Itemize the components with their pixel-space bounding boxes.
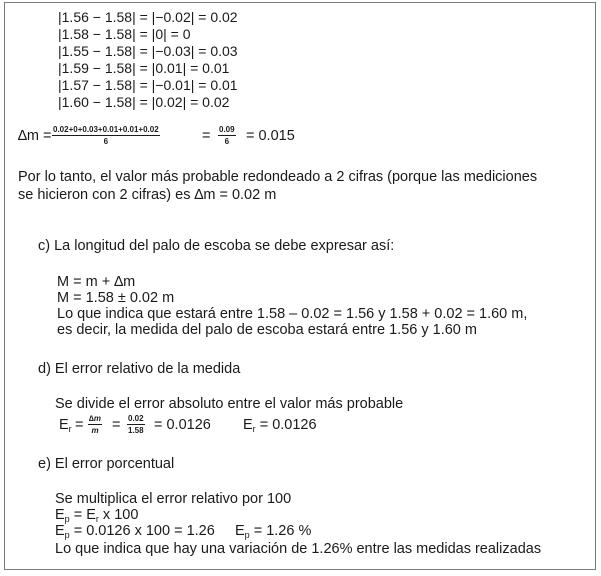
fraction-numerator: 0.02 <box>128 414 144 423</box>
section-c-heading: c) La longitud del palo de escoba se debe expresar así: <box>38 238 395 254</box>
abs-value-line: |1.55 − 1.58| = |−0.03| = 0.03 <box>58 43 238 59</box>
section-e-line-1: Se multiplica el error relativo por 100 <box>55 491 292 507</box>
section-c-line-4: es decir, la medida del palo de escoba estará entre 1.56 y 1.60 m <box>57 322 477 338</box>
fraction-denominator: 1.58 <box>128 426 144 435</box>
section-e-line-2: $E_p = E_r$ x 100 <box>55 507 139 524</box>
section-c-line-2: M = 1.58 ± 0.02 m <box>57 290 175 306</box>
abs-value-line: |1.58 − 1.58| = |0| = 0 <box>58 26 191 42</box>
fraction-denominator: 6 <box>103 137 109 146</box>
fraction-numerator: 0.02+0+0.03+0.01+0.01+0.02 <box>53 125 159 134</box>
delta-m-result-fraction <box>218 125 236 146</box>
percent-error-summary: $E_p = 1.26$ % <box>235 523 312 540</box>
section-e-line-4: Lo que indica que hay una variación de 1.26% entre las medidas realizadas <box>55 541 542 557</box>
fraction-denominator: m <box>91 426 99 435</box>
relative-error-summary: $E_r = 0.0126$ <box>243 417 317 434</box>
section-e-heading: e) El error porcentual <box>38 456 175 472</box>
relative-error-symbol: $E_r$ <box>59 417 72 434</box>
fraction-numerator: ∆m <box>89 414 102 423</box>
conclusion-line-2: se hicieron con 2 cifras) es ∆m = 0.02 m <box>18 187 277 203</box>
section-c-line-3: Lo que indica que estará entre 1.58 – 0.02 = 1.56 y 1.58 + 0.02 = 1.60 m, <box>57 306 528 322</box>
fraction-numerator: 0.09 <box>219 125 235 134</box>
delta-m-sum-fraction <box>52 125 160 146</box>
section-e-line-3: $E_p = 0.0126$ x 100 = 1.26 <box>55 523 215 540</box>
section-d-line-1: Se divide el error absoluto entre el valor más probable <box>55 396 404 412</box>
conclusion-line-1: Por lo tanto, el valor más probable redondeado a 2 cifras (porque las mediciones <box>18 169 538 185</box>
equals-sign: = <box>112 417 121 433</box>
delta-m-over-m-fraction <box>88 414 102 435</box>
abs-value-line: |1.60 − 1.58| = |0.02| = 0.02 <box>58 94 230 110</box>
equals-sign: = <box>202 128 211 144</box>
delta-m-lhs: ∆m = <box>18 128 52 144</box>
value-fraction <box>127 414 145 435</box>
fraction-denominator: 6 <box>224 137 230 146</box>
equals-sign: = <box>75 417 84 433</box>
delta-m-result: = 0.015 <box>246 128 295 144</box>
abs-value-line: |1.57 − 1.58| = |−0.01| = 0.01 <box>58 77 238 93</box>
abs-value-line: |1.56 − 1.58| = |−0.02| = 0.02 <box>58 9 238 25</box>
section-d-heading: d) El error relativo de la medida <box>38 361 241 377</box>
abs-value-line: |1.59 − 1.58| = |0.01| = 0.01 <box>58 60 230 76</box>
relative-error-result: = 0.0126 <box>154 417 211 433</box>
section-c-line-1: M = m + ∆m <box>57 274 136 290</box>
